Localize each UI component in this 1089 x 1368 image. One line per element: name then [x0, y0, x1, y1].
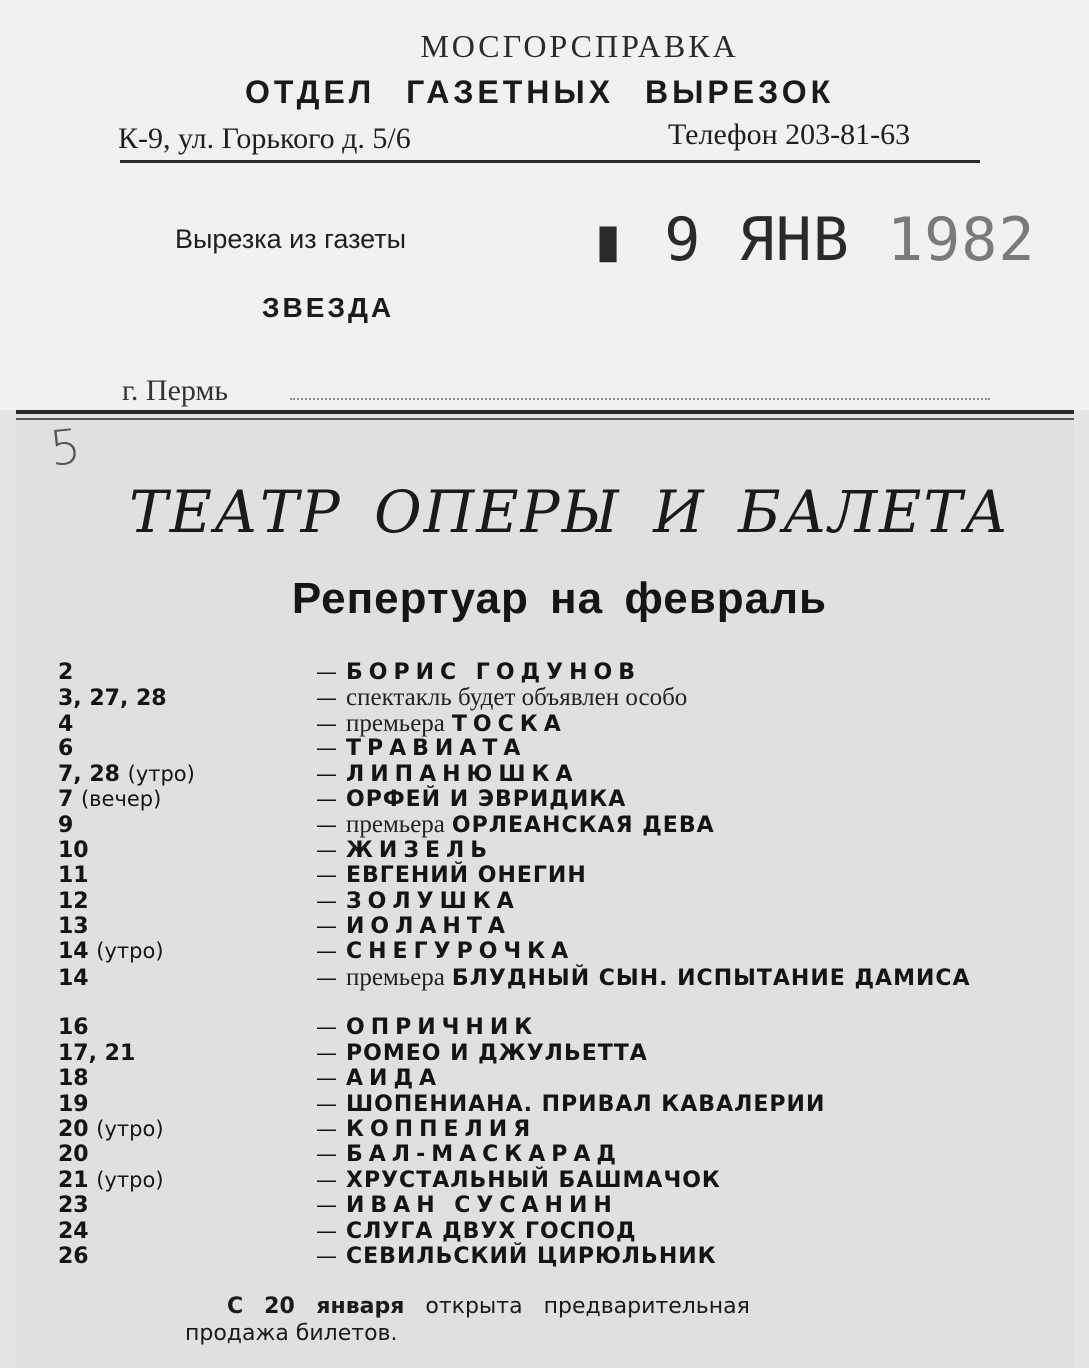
- performance-date: [58, 1219, 316, 1244]
- performance-title: ОПРИЧНИК: [346, 1015, 539, 1041]
- performance-prefix: спектакль будет объявлен особо: [346, 684, 688, 712]
- performance: [346, 914, 1058, 939]
- presale-rest: открыта предварительная: [425, 1294, 750, 1319]
- date-value: 17, 21: [58, 1040, 136, 1066]
- repertoire-list: [58, 660, 1058, 1269]
- dash: —: [316, 786, 337, 811]
- presale-line-1: [185, 1293, 750, 1320]
- performance-date: [58, 1142, 316, 1167]
- repertoire-row: [58, 736, 1058, 761]
- repertoire-row: [58, 1015, 1058, 1040]
- date-value: 26: [58, 1244, 89, 1269]
- dash: —: [316, 939, 337, 964]
- date-stamp: [590, 205, 1036, 275]
- time-note: (утро): [96, 1167, 164, 1192]
- performance-title: БЛУДНЫЙ СЫН. ИСПЫТАНИЕ ДАМИСА: [451, 965, 971, 991]
- time-note: (утро): [96, 939, 164, 964]
- performance-title: ХРУСТАЛЬНЫЙ БАШМАЧОК: [346, 1167, 721, 1193]
- performance: [346, 863, 1058, 888]
- newspaper-name: ЗВЕЗДА: [262, 292, 395, 323]
- date-value: 20: [58, 1142, 89, 1168]
- presale-c: С: [227, 1294, 244, 1319]
- dash: —: [316, 1091, 337, 1116]
- newspaper-city: г. Пермь: [122, 374, 229, 407]
- bureau-address: К-9, ул. Горького д. 5/6: [118, 122, 411, 155]
- performance-title: ТОСКА: [451, 711, 567, 737]
- repertoire-row: [58, 1041, 1058, 1066]
- date-value: 13: [58, 913, 89, 939]
- repertoire-row: [58, 965, 1058, 1016]
- date-value: 18: [58, 1066, 89, 1092]
- performance-title: БОРИС ГОДУНОВ: [346, 660, 641, 685]
- performance: [346, 736, 1058, 761]
- repertoire-row: [58, 685, 1058, 710]
- repertoire-row: [58, 762, 1058, 787]
- performance: [346, 1066, 1058, 1091]
- date-value: 16: [58, 1015, 89, 1041]
- performance-title: ИВАН СУСАНИН: [346, 1193, 618, 1219]
- performance: [346, 939, 1058, 964]
- performance: [346, 965, 1058, 991]
- dash: —: [316, 711, 337, 736]
- performance-title: СНЕГУРОЧКА: [346, 939, 575, 965]
- performance: [346, 1244, 1058, 1269]
- performance-date: [58, 762, 316, 787]
- dash: —: [316, 913, 337, 938]
- performance: [346, 1041, 1058, 1066]
- performance-date: [58, 1041, 316, 1066]
- performance-date: [58, 787, 316, 812]
- performance-title: ОРФЕЙ И ЭВРИДИКА: [346, 786, 627, 812]
- clipping-bureau-header: [0, 0, 1089, 410]
- performance-title: ЗОЛУШКА: [346, 888, 520, 914]
- time-note: (утро): [96, 1117, 164, 1142]
- bureau-name: МОСГОРСПРАВКА: [420, 28, 739, 64]
- department-name: ОТДЕЛ ГАЗЕТНЫХ ВЫРЕЗОК: [245, 74, 835, 110]
- performance-date: [58, 1117, 316, 1142]
- performance: [346, 711, 1058, 737]
- performance-date: [58, 736, 316, 761]
- repertoire-row: [58, 787, 1058, 812]
- repertoire-row: [58, 711, 1058, 736]
- stamp-year: 1982: [887, 205, 1036, 275]
- performance-date: [58, 838, 316, 863]
- time-note: (вечер): [80, 786, 162, 811]
- performance-date: [58, 660, 316, 685]
- date-value: 14: [58, 939, 89, 965]
- dash: —: [316, 1015, 337, 1040]
- performance-title: РОМЕО И ДЖУЛЬЕТТА: [346, 1040, 648, 1066]
- performance-date: [58, 686, 316, 711]
- performance-title: ЛИПАНЮШКА: [346, 761, 579, 787]
- performance: [346, 889, 1058, 914]
- repertoire-row: [58, 939, 1058, 964]
- repertoire-row: [58, 889, 1058, 914]
- performance: [346, 1219, 1058, 1244]
- presale-date: 20 января: [264, 1294, 405, 1319]
- date-value: 10: [58, 837, 89, 863]
- date-value: 21: [58, 1167, 89, 1193]
- performance-date: [58, 813, 316, 838]
- performance: [346, 838, 1058, 863]
- date-value: 11: [58, 863, 89, 889]
- performance-title: СЛУГА ДВУХ ГОСПОД: [346, 1218, 637, 1244]
- performance: [346, 1142, 1058, 1167]
- dash: —: [316, 1142, 337, 1167]
- date-value: 14: [58, 965, 89, 991]
- date-value: 6: [58, 736, 74, 762]
- performance: [346, 1015, 1058, 1040]
- performance-prefix: премьера: [346, 963, 445, 991]
- repertoire-row: [58, 1092, 1058, 1117]
- dash: —: [316, 1066, 337, 1091]
- performance: [346, 1168, 1058, 1193]
- theatre-heading: ТЕАТР ОПЕРЫ И БАЛЕТА: [128, 478, 1010, 546]
- performance-title: ОРЛЕАНСКАЯ ДЕВА: [451, 813, 715, 839]
- dash: —: [316, 813, 337, 838]
- repertoire-row: [58, 1117, 1058, 1142]
- performance-date: [58, 1193, 316, 1218]
- city-dotted-line: [290, 398, 990, 400]
- cutting-label: Вырезка из газеты: [175, 224, 407, 254]
- date-value: 7, 28: [58, 761, 120, 787]
- performance: [346, 660, 1058, 685]
- date-value: 4: [58, 711, 74, 737]
- performance: [346, 787, 1058, 812]
- performance-date: [58, 1066, 316, 1091]
- date-value: 9: [58, 813, 74, 839]
- performance-title: АИДА: [346, 1066, 443, 1092]
- performance-title: ШОПЕНИАНА. ПРИВАЛ КАВАЛЕРИИ: [346, 1091, 826, 1117]
- performance: [346, 1193, 1058, 1218]
- performance-date: [58, 914, 316, 939]
- performance: [346, 1092, 1058, 1117]
- repertoire-row: [58, 838, 1058, 863]
- repertoire-row: [58, 914, 1058, 939]
- dash: —: [316, 1193, 337, 1218]
- performance: [346, 762, 1058, 787]
- performance-date: [58, 1168, 316, 1193]
- date-value: 2: [58, 660, 74, 685]
- repertoire-row: [58, 1219, 1058, 1244]
- performance-title: ЕВГЕНИЙ ОНЕГИН: [346, 863, 587, 889]
- dash: —: [316, 965, 337, 990]
- performance: [346, 812, 1058, 838]
- performance: [346, 685, 1058, 711]
- performance-title: ЖИЗЕЛЬ: [346, 837, 494, 863]
- performance-date: [58, 889, 316, 914]
- repertoire-row: [58, 1168, 1058, 1193]
- date-value: 23: [58, 1193, 89, 1219]
- pencil-mark: 5: [47, 418, 84, 478]
- presale-line-2: продажа билетов.: [185, 1321, 398, 1346]
- performance: [346, 1117, 1058, 1142]
- performance-date: [58, 1015, 316, 1040]
- bureau-phone: Телефон 203-81-63: [668, 118, 911, 151]
- performance-prefix: премьера: [346, 709, 445, 737]
- dash: —: [316, 888, 337, 913]
- performance-date: [58, 863, 316, 888]
- repertoire-row: [58, 1193, 1058, 1218]
- performance-title: ТРАВИАТА: [346, 736, 527, 762]
- performance-title: СЕВИЛЬСКИЙ ЦИРЮЛЬНИК: [346, 1244, 717, 1269]
- performance-title: БАЛ-МАСКАРАД: [346, 1142, 623, 1168]
- clipping-top-rule: [16, 418, 1074, 420]
- dash: —: [316, 660, 337, 684]
- performance-date: [58, 712, 316, 737]
- repertoire-row: [58, 660, 1058, 685]
- repertoire-row: [58, 812, 1058, 837]
- dash: —: [316, 736, 337, 761]
- presale-notice: [185, 1293, 750, 1347]
- repertoire-row: [58, 1066, 1058, 1091]
- repertoire-title: Репертуар на февраль: [291, 574, 828, 623]
- dash: —: [316, 1218, 337, 1243]
- dash: —: [316, 761, 337, 786]
- performance-title: КОППЕЛИЯ: [346, 1117, 537, 1143]
- date-value: 19: [58, 1091, 89, 1117]
- header-rule: [120, 160, 980, 163]
- dash: —: [316, 863, 337, 888]
- performance-date: [58, 939, 316, 964]
- stamp-mark: ▮: [590, 205, 665, 275]
- dash: —: [316, 686, 337, 711]
- date-value: 20: [58, 1117, 89, 1143]
- performance-date: [58, 1244, 316, 1269]
- repertoire-row: [58, 1142, 1058, 1167]
- stamp-month: ЯНВ: [738, 205, 850, 275]
- time-note: (утро): [127, 761, 195, 786]
- dash: —: [316, 1167, 337, 1192]
- performance-date: [58, 1092, 316, 1117]
- dash: —: [316, 1244, 337, 1268]
- date-value: 3, 27, 28: [58, 686, 167, 712]
- performance-title: ИОЛАНТА: [346, 913, 511, 939]
- date-value: 12: [58, 888, 89, 914]
- stamp-day: 9: [664, 205, 702, 275]
- repertoire-row: [58, 1244, 1058, 1269]
- date-value: 7: [58, 786, 74, 812]
- repertoire-row: [58, 863, 1058, 888]
- performance-prefix: премьера: [346, 811, 445, 839]
- date-value: 24: [58, 1218, 89, 1244]
- performance-date: [58, 966, 316, 991]
- dash: —: [316, 1040, 337, 1065]
- dash: —: [316, 837, 337, 862]
- dash: —: [316, 1117, 337, 1142]
